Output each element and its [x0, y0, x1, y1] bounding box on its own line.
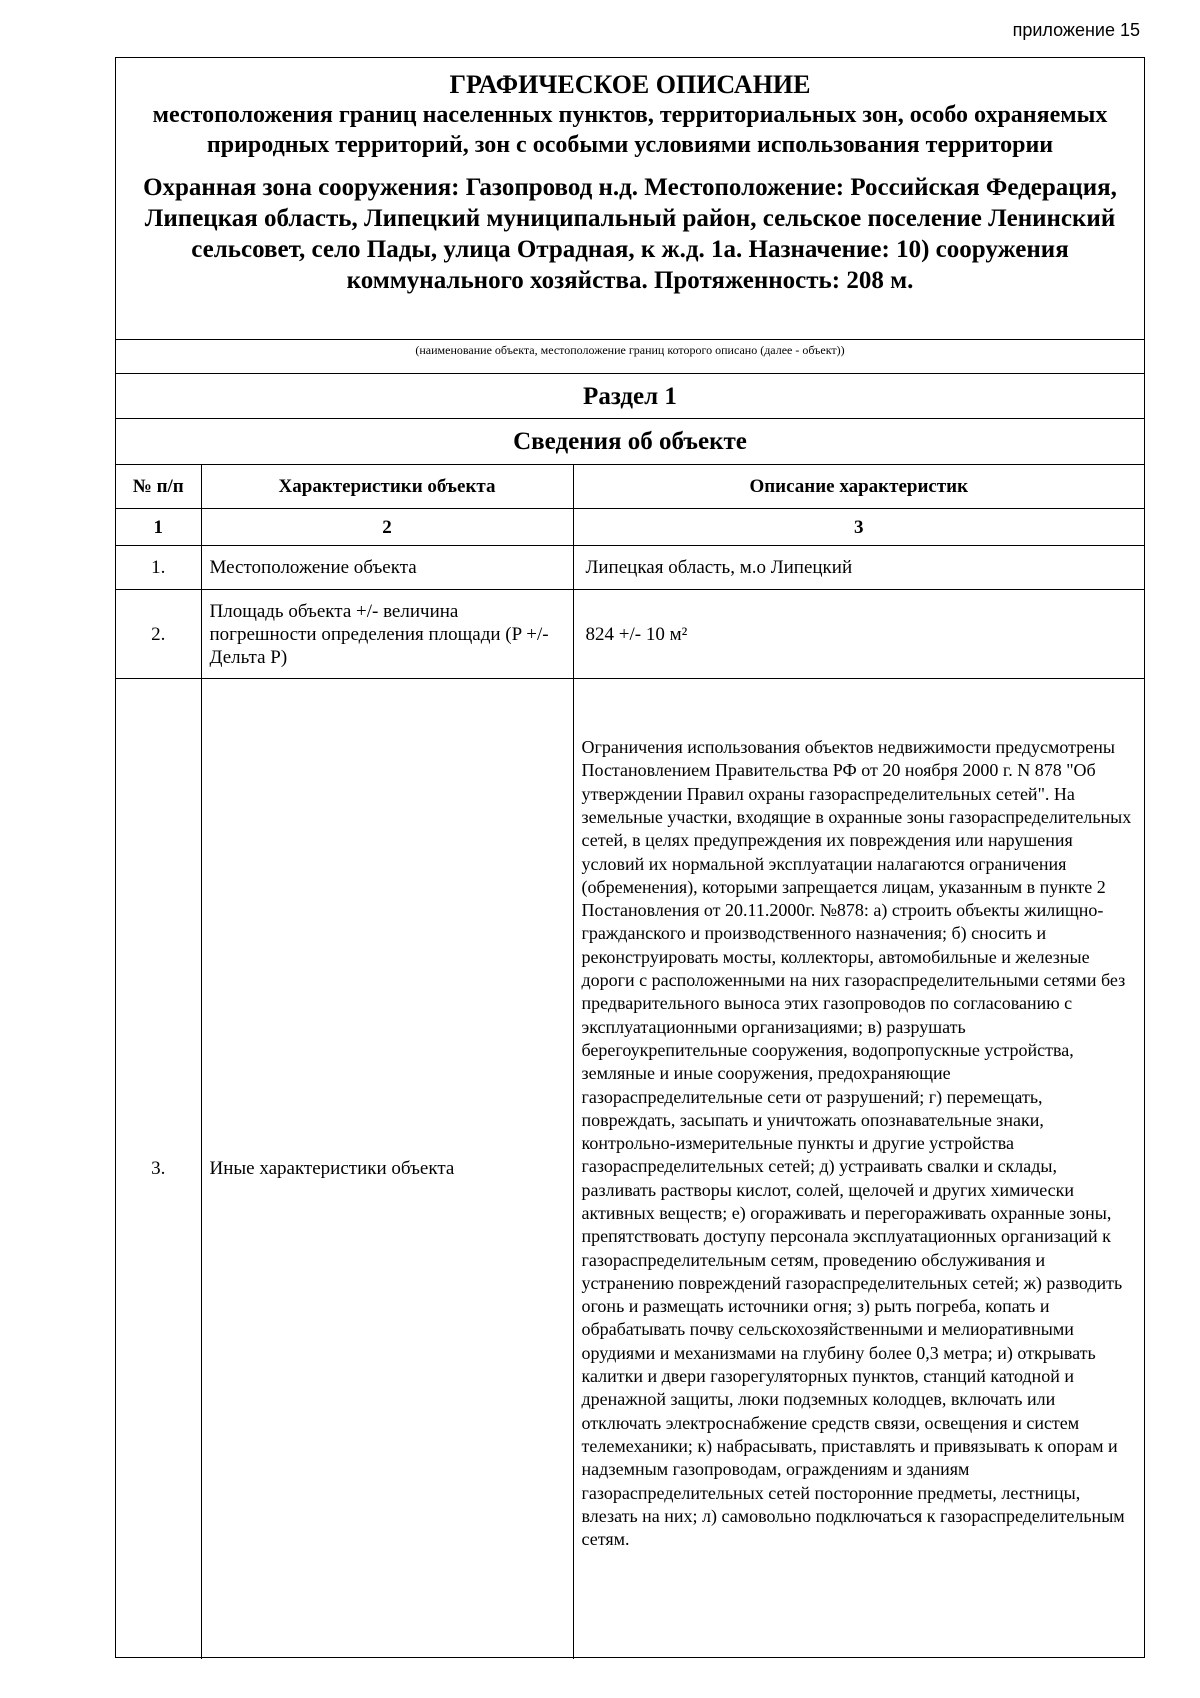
object-name-caption: (наименование объекта, местоположение границ которого описано (далее - объект)): [116, 339, 1144, 373]
row-characteristic: Местоположение объекта: [201, 546, 573, 590]
document-subtitle: местоположения границ населенных пунктов, территориальных зон, особо охраняемых природных территорий, зон с особыми условиями использования территории: [152, 102, 1108, 158]
section-subtitle: Сведения об объекте: [116, 418, 1144, 464]
document-header: [116, 58, 1144, 339]
table-row: [116, 590, 1144, 679]
row-description: 824 +/- 10 м²: [573, 590, 1144, 679]
row-number: 1.: [116, 546, 201, 590]
header-cell-characteristic: Характеристики объекта: [201, 465, 573, 509]
object-name: Охранная зона сооружения: Газопровод н.д. Местоположение: Российская Федерация, Липецкая область, Липецкий муниципальный район, сельское поселение Ленинский сельсовет, село Пады, улица Отрадная, к ж.д. 1а. Назначение: 10) сооружения коммунального хозяйства. Протяженность: 208 м.: [143, 174, 1117, 294]
document-form: [115, 57, 1145, 1658]
table-row: [116, 546, 1144, 590]
document-title: ГРАФИЧЕСКОЕ ОПИСАНИЕ: [449, 70, 811, 99]
table-header-row: [116, 465, 1144, 509]
header-cell-description: Описание характеристик: [573, 465, 1144, 509]
row-description: Ограничения использования объектов недвижимости предусмотрены Постановлением Правительства РФ от 20 ноября 2000 г. N 878 "Об утверждении Правил охраны газораспределительных сетей". На земельные участки, входящие в охранные зоны газораспределительных сетей, в целях предупреждения их повреждения или нарушения условий их нормальной эксплуатации налагаются ограничения (обременения), которыми запрещается лицам, указанным в пункте 2 Постановления от 20.11.2000г. №878: а) строить объекты жилищно-гражданского и производственного назначения; б) сносить и реконструировать мосты, коллекторы, автомобильные и железные дороги с расположенными на них газораспределительными сетями без предварительного выноса этих газопроводов по согласованию с эксплуатационными организациями; в) разрушать берегоукрепительные сооружения, водопропускные устройства, земляные и иные сооружения, предохраняющие газораспределительные сети от разрушений; г) перемещать, повреждать, засыпать и уничтожать опознавательные знаки, контрольно-измерительные пункты и другие устройства газораспределительных сетей; д) устраивать свалки и склады, разливать растворы кислот, солей, щелочей и других химически активных веществ; е) огораживать и перегораживать охранные зоны, препятствовать доступу персонала эксплуатационных организаций к газораспределительным сетям, проведению обслуживания и устранению повреждений газораспределительных сетей; ж) разводить огонь и размещать источники огня; з) рыть погреба, копать и обрабатывать почву сельскохозяйственными и мелиоративными орудиями и механизмами на глубину более 0,3 метра; и) открывать калитки и двери газорегуляторных пунктов, станций катодной и дренажной защиты, люки подземных колодцев, включать или отключать электроснабжение средств связи, освещения и систем телемеханики; к) набрасывать, приставлять и привязывать к опорам и надземным газопроводам, ограждениям и зданиям газораспределительных сетей посторонние предметы, лестницы, влезать на них; л) самовольно подключаться к газораспределительным сетям.: [573, 679, 1144, 1659]
column-number-row: [116, 509, 1144, 546]
appendix-label: приложение 15: [1012, 20, 1140, 40]
column-number-cell: 3: [573, 509, 1144, 546]
header-cell-number: № п/п: [116, 465, 201, 509]
object-info-table: [116, 464, 1144, 1659]
row-description: Липецкая область, м.о Липецкий: [573, 546, 1144, 590]
row-characteristic: Площадь объекта +/- величина погрешности определения площади (P +/- Дельта P): [201, 590, 573, 679]
row-number: 3.: [116, 679, 201, 1659]
row-number: 2.: [116, 590, 201, 679]
column-number-cell: 2: [201, 509, 573, 546]
section-title: Раздел 1: [116, 373, 1144, 418]
table-row: [116, 679, 1144, 1659]
column-number-cell: 1: [116, 509, 201, 546]
row-characteristic: Иные характеристики объекта: [201, 679, 573, 1659]
